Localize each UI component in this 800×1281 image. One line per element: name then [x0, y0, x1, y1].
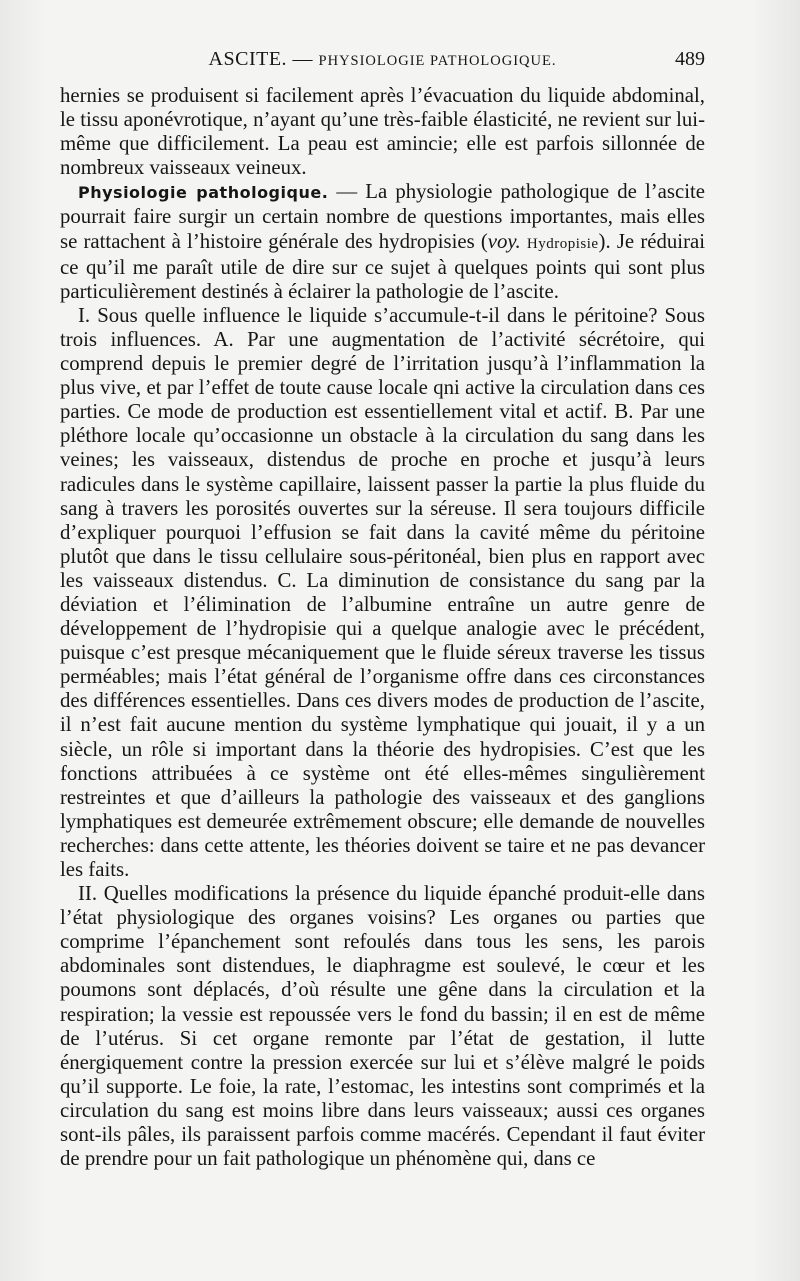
section-heading: Physiologie pathologique. [78, 183, 329, 203]
cross-reference-voy: voy. [487, 229, 521, 253]
running-title-main: ASCITE. [208, 48, 288, 70]
running-title-sub: PHYSIOLOGIE PATHOLOGIQUE. [318, 53, 557, 69]
paragraph-continuation: hernies se produisent si facilement après l’évacuation du liquide abdominal, le tissu aponévrotique, n’ayant qu’une très-faible élasticité, ne revient sur lui-même que difficilement. La peau est amincie; elle est parfois sillonnée de nombreux vaisseaux veineux. [60, 84, 705, 180]
cross-reference-hydropisie: Hydropisie [526, 235, 599, 252]
paragraph-text: — La physiologie pathologique de l’ascite pourrait faire surgir un certain nombre de questions importantes, mais elles se rattachent à l’histoire générale des hydropisies ( [60, 180, 706, 253]
paragraph-section-one: I. Sous quelle influence le liquide s’accumule-t-il dans le péritoine? Sous trois influences. A. Par une augmentation de l’activité sécrétoire, qui comprend depuis le premier degré de l’irritation jusqu’à l’inflammation la plus vive, et par l’effet de toute cause locale qni active la circulation dans ces parties. Ce mode de production est essentiellement vital et actif. B. Par une pléthore locale qu’occasionne un obstacle à la circulation du sang dans les veines; les vaisseaux, distendus de proche en proche et jusqu’à leurs radicules dans le système capillaire, laissent passer la partie la plus fluide du sang à travers les porosités ouvertes sur la séreuse. Il sera toujours difficile d’expliquer pourquoi l’effusion se fait dans la cavité même du péritoine plutôt que dans le tissu cellulaire sous-péritonéal, bien plus en rapport avec les vaisseaux distendus. C. La diminution de consistance du sang par la déviation et l’élimination de l’albumine entraîne un autre genre de développement de l’hydropisie qui a quelque analogie avec le précédent, puisque c’est presque mécaniquement que le fluide séreux traverse les tissus perméables; mais l’état général de l’organisme offre dans ces circonstances des différences essentielles. Dans ces divers modes de production de l’ascite, il n’est fait aucune mention du système lymphatique qui jouait, il y a un siècle, un rôle si important dans la théorie des hydropisies. C’est que les fonctions attribuées à ce système ont été elles-mêmes singulièrement restreintes et que d’ailleurs la pathologie des vaisseaux et des ganglions lymphatiques est demeurée extrêmement obscure; elle demande de nouvelles recherches: dans cette attente, les théories doivent se taire et ne pas devancer les faits. [60, 303, 705, 881]
running-title-dash: — [287, 48, 319, 70]
running-title [60, 48, 705, 71]
body-text [60, 84, 705, 1171]
running-header [60, 48, 705, 76]
paragraph-text: ). Je réduirai ce qu’il me paraît utile de dire sur ce sujet à quelques points qui sont plus particulièrement destinés à éclairer la pathologie de l’ascite. [60, 229, 706, 303]
paragraph-physiology-intro [60, 180, 705, 303]
paragraph-section-two: II. Quelles modifications la présence du liquide épanché produit-elle dans l’état physiologique des organes voisins? Les organes ou parties que comprime l’épanchement sont refoulés dans tous les sens, les parois abdominales sont distendues, le diaphragme est soulevé, le cœur et les poumons sont déplacés, d’où résulte une gêne dans la circulation et la respiration; la vessie est repoussée vers le fond du bassin; il en est de même de l’utérus. Si cet organe remonte par l’état de gestation, il lutte énergiquement contre la pression exercée sur lui et s’élève malgré le poids qu’il supporte. Le foie, la rate, l’estomac, les intestins sont comprimés et la circulation du sang est moins libre dans leurs vaisseaux; aussi ces organes sont-ils pâles, ils paraissent parfois comme macérés. Cependant il faut éviter de prendre pour un fait pathologique un phénomène qui, dans ce [60, 882, 705, 1171]
page-number: 489 [675, 48, 705, 70]
